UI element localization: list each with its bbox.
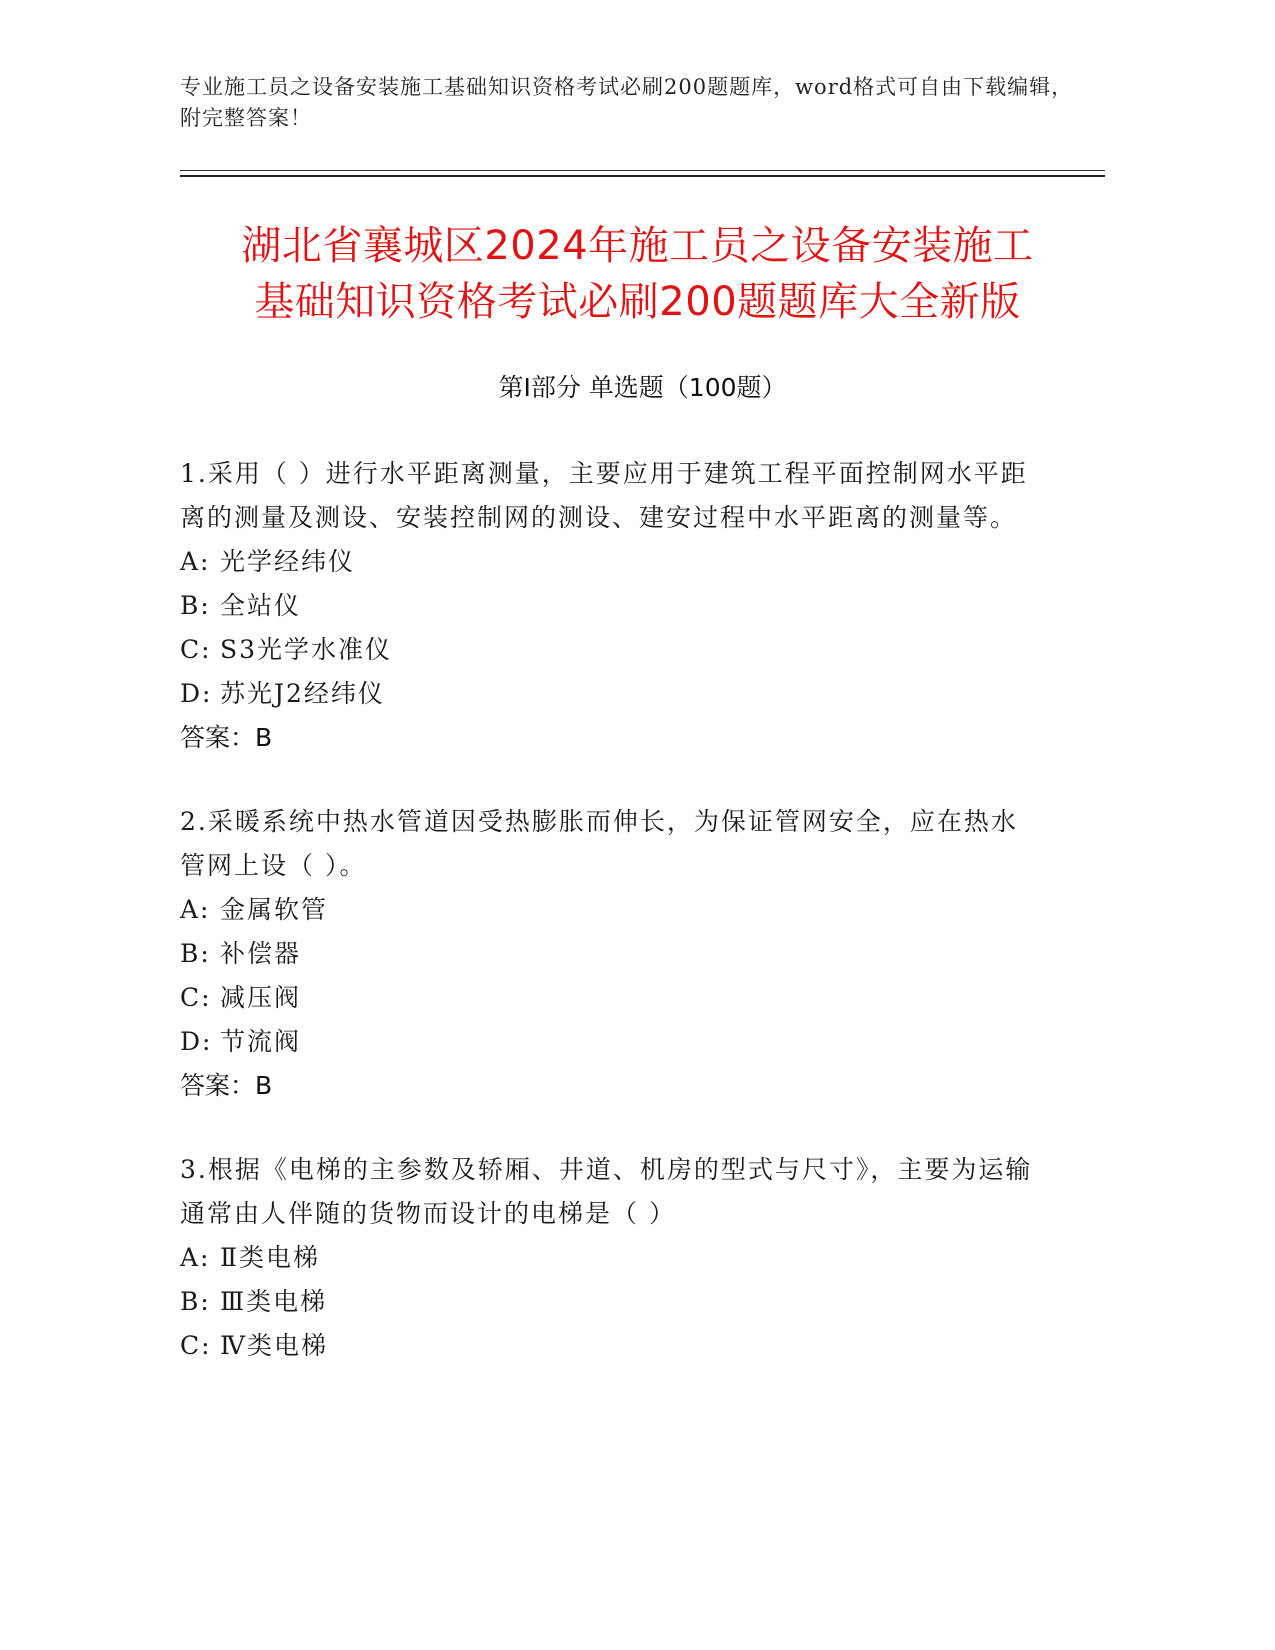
option-d bbox=[180, 672, 1040, 716]
document-title-line-2: 基础知识资格考试必刷200题题库大全新版 bbox=[254, 279, 1021, 325]
option-key: A: bbox=[180, 1243, 211, 1272]
section-title: 第Ⅰ部分 单选题（100题） bbox=[498, 373, 787, 402]
document-title-line-1: 湖北省襄城区2024年施工员之设备安装施工 bbox=[241, 223, 1034, 269]
option-text: 节流阀 bbox=[220, 1027, 302, 1056]
option-key: B: bbox=[180, 591, 211, 620]
header-divider-thin bbox=[180, 170, 1105, 171]
option-key: C: bbox=[180, 983, 212, 1012]
option-key: C: bbox=[180, 635, 212, 664]
question-2 bbox=[180, 800, 1040, 1108]
question-stem: 2.采暖系统中热水管道因受热膨胀而伸长，为保证管网安全，应在热水管网上设（ ）。 bbox=[180, 807, 1018, 880]
option-text: 减压阀 bbox=[220, 983, 302, 1012]
option-text: 全站仪 bbox=[220, 591, 302, 620]
option-b bbox=[180, 932, 1040, 976]
option-key: A: bbox=[180, 547, 211, 576]
option-text: Ⅲ类电梯 bbox=[220, 1287, 328, 1316]
option-text: Ⅳ类电梯 bbox=[220, 1331, 328, 1360]
option-text: 补偿器 bbox=[220, 939, 302, 968]
option-key: C: bbox=[180, 1331, 212, 1360]
option-a bbox=[180, 1236, 1040, 1280]
option-a bbox=[180, 888, 1040, 932]
option-b bbox=[180, 584, 1040, 628]
header-divider-thick bbox=[180, 175, 1105, 177]
option-text: 光学经纬仪 bbox=[220, 547, 356, 576]
option-text: Ⅱ类电梯 bbox=[220, 1243, 320, 1272]
option-b bbox=[180, 1280, 1040, 1324]
question-3 bbox=[180, 1148, 1040, 1368]
option-key: D: bbox=[180, 1027, 213, 1056]
question-stem: 1.采用（ ）进行水平距离测量，主要应用于建筑工程平面控制网水平距离的测量及测设、安装控制网的测设、建安过程中水平距离的测量等。 bbox=[180, 459, 1028, 532]
option-a bbox=[180, 540, 1040, 584]
option-c bbox=[180, 976, 1040, 1020]
option-key: B: bbox=[180, 939, 211, 968]
document-title bbox=[130, 218, 1145, 330]
option-text: 苏光J2经纬仪 bbox=[220, 679, 385, 708]
header-note: 专业施工员之设备安装施工基础知识资格考试必刷200题题库，word格式可自由下载编辑，附完整答案！ bbox=[180, 75, 1074, 130]
option-key: D: bbox=[180, 679, 213, 708]
option-text: 金属软管 bbox=[220, 895, 329, 924]
option-c bbox=[180, 628, 1040, 672]
answer-line: 答案：B bbox=[180, 723, 273, 752]
option-key: A: bbox=[180, 895, 211, 924]
option-key: B: bbox=[180, 1287, 211, 1316]
question-list bbox=[180, 452, 1040, 1408]
option-c bbox=[180, 1324, 1040, 1368]
option-text: S3光学水准仪 bbox=[220, 635, 393, 664]
question-stem: 3.根据《电梯的主参数及轿厢、井道、机房的型式与尺寸》，主要为运输通常由人伴随的货物而设计的电梯是（ ） bbox=[180, 1155, 1033, 1228]
question-1 bbox=[180, 452, 1040, 760]
option-d bbox=[180, 1020, 1040, 1064]
answer-line: 答案：B bbox=[180, 1071, 273, 1100]
